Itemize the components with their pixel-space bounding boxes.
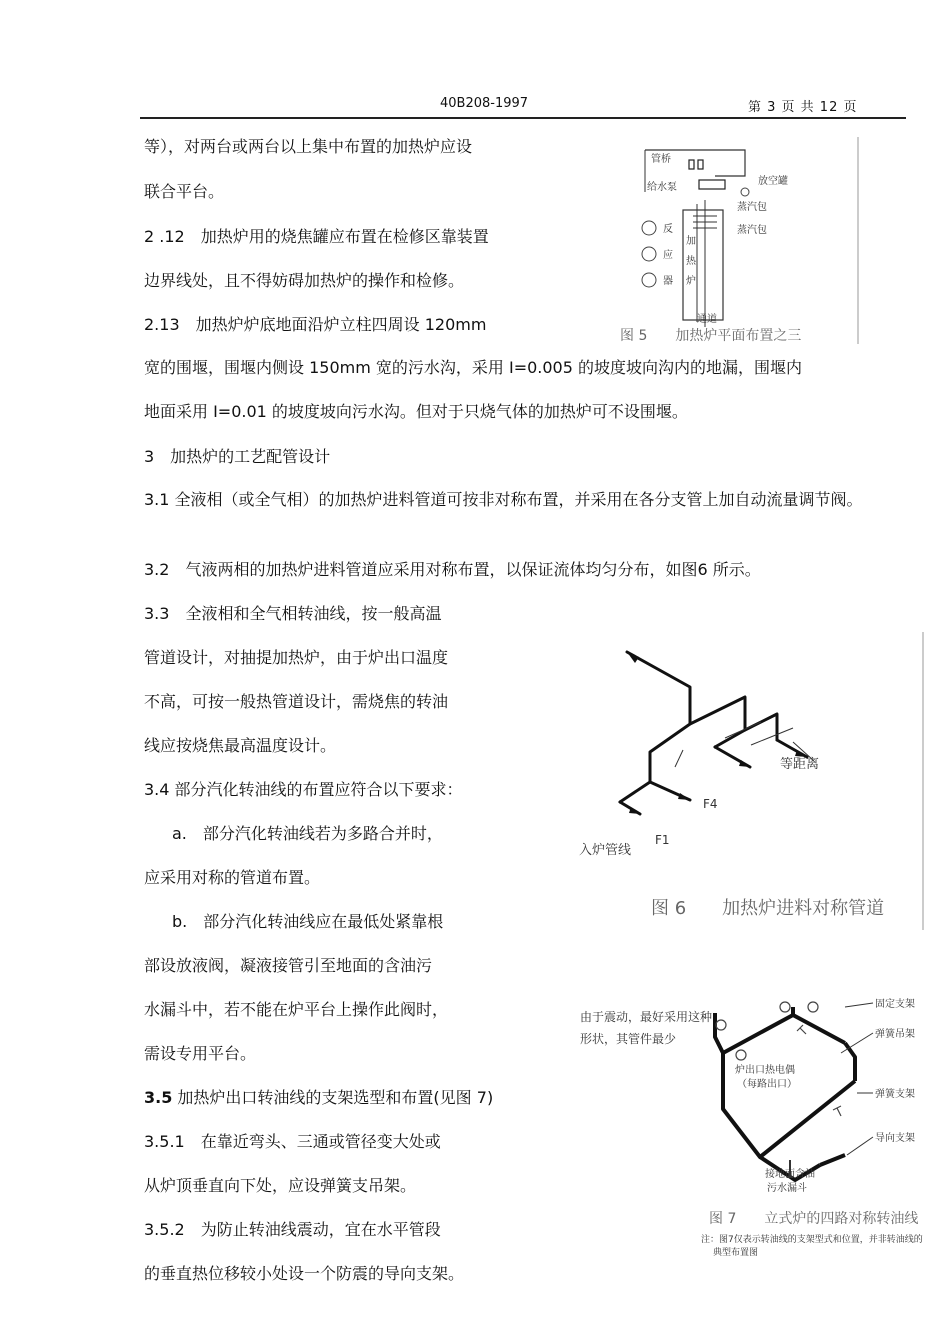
paragraph-line: 不高，可按一般热管道设计，需烧焦的转油	[144, 692, 449, 711]
fig7-label-jiedi-1: 接地面含油	[765, 1169, 815, 1180]
clause-3-5-2: 3.5.2 为防止转油线震动，宜在水平管段	[144, 1220, 441, 1239]
fig5-label-geishuibeng: 给水泵	[647, 182, 677, 193]
fig6-caption: 图 6 加热炉进料对称管道	[651, 898, 885, 919]
fig5-label-guanqiao: 管桥	[651, 154, 671, 165]
clause-3-5-text: 加热炉出口转油线的支架选型和布置(见图 7)	[172, 1088, 494, 1107]
clause-2-13: 2.13 加热炉炉底地面沿炉立柱四周设 120mm	[144, 315, 487, 334]
paragraph-line: 线应按烧焦最高温度设计。	[144, 736, 337, 755]
clause-3-1: 3.1 全液相（或全气相）的加热炉进料管道可按非对称布置，并采用在各分支管上加自动流量调节阀。	[144, 490, 863, 509]
paragraph-line: 部设放液阀，凝液接管引至地面的含油污	[144, 956, 433, 975]
figure-5	[615, 132, 865, 352]
fig5-label-jia: 加	[686, 236, 696, 247]
fig6-label-dengjuli: 等距离	[780, 757, 820, 772]
fig5-label-fangkongguan: 放空罐	[758, 176, 788, 187]
fig7-label-luchukou-1: 炉出口热电偶	[735, 1065, 795, 1076]
fig7-caption: 图 7 立式炉的四路对称转油线	[709, 1211, 919, 1227]
paragraph-line: 应采用对称的管道布置。	[144, 868, 321, 887]
fig7-label-jiedi-2: 污水漏斗	[767, 1183, 807, 1194]
fig5-label-re: 热	[686, 256, 696, 267]
clause-3-3: 3.3 全液相和全气相转油线，按一般高温	[144, 604, 442, 623]
fig5-label-lu: 炉	[686, 276, 696, 287]
paragraph-line: 水漏斗中，若不能在炉平台上操作此阀时，	[144, 1000, 449, 1019]
fig6-label-f1: F1	[655, 833, 670, 847]
fig7-note-1: 注：图7仅表示转油线的支架型式和位置，并非转油线的	[701, 1235, 923, 1245]
fig7-note-vibration-2: 形状，其管件最少	[580, 1032, 677, 1046]
clause-2-12: 2 .12 加热炉用的烧焦罐应布置在检修区靠装置	[144, 227, 489, 246]
fig5-label-fan: 反	[663, 224, 673, 235]
clause-3-4: 3.4 部分汽化转油线的布置应符合以下要求：	[144, 780, 463, 799]
clause-3-5-1: 3.5.1 在靠近弯头、三通或管径变大处或	[144, 1132, 441, 1151]
clause-3-5-number: 3.5	[144, 1088, 173, 1107]
paragraph-line: 需设专用平台。	[144, 1044, 257, 1063]
page-number: 第 3 页 共 12 页	[748, 100, 858, 115]
fig5-label-zhengqibao-2: 蒸汽包	[737, 225, 767, 236]
header-rule	[140, 117, 906, 119]
fig5-label-tongdao: 通道	[697, 314, 717, 325]
paragraph-line: 从炉顶垂直向下处，应设弹簧支吊架。	[144, 1176, 417, 1195]
paragraph-line: 宽的围堰，围堰内侧设 150mm 宽的污水沟，采用 I=0.005 的坡度坡向沟内的地漏，围堰内	[144, 358, 802, 377]
fig5-label-ying: 应	[663, 250, 673, 261]
clause-3-5	[144, 1087, 493, 1109]
document-code: 40B208-1997	[440, 96, 529, 111]
paragraph-line: 的垂直热位移较小处设一个防震的导向支架。	[144, 1264, 465, 1283]
fig7-label-tanhuangzhi: 弹簧支架	[875, 1089, 915, 1100]
item-a: a. 部分汽化转油线若为多路合并时，	[172, 824, 443, 843]
paragraph-line: 边界线处，且不得妨碍加热炉的操作和检修。	[144, 271, 465, 290]
fig7-label-daoxiang: 导向支架	[875, 1133, 915, 1144]
fig7-note-2: 典型布置图	[713, 1248, 759, 1258]
paragraph-line: 地面采用 I=0.01 的坡度坡向污水沟。但对于只烧气体的加热炉可不设围堰。	[144, 402, 688, 421]
fig5-caption: 图 5 加热炉平面布置之三	[620, 328, 802, 344]
section-3-heading: 3 加热炉的工艺配管设计	[144, 447, 331, 466]
fig6-label-f4: F4	[703, 797, 718, 811]
fig5-label-zhengqibao-1: 蒸汽包	[737, 202, 767, 213]
fig6-label-rulu: 入炉管线	[579, 843, 632, 858]
paragraph-line: 等），对两台或两台以上集中布置的加热炉应设	[144, 137, 473, 156]
item-b: b. 部分汽化转油线应在最低处紧靠根	[172, 912, 444, 931]
paragraph-line: 联合平台。	[144, 182, 225, 201]
figure-6	[575, 632, 930, 932]
fig7-note-vibration-1: 由于震动，最好采用这种	[580, 1010, 713, 1024]
fig7-label-tanhuangdiao: 弹簧吊架	[875, 1029, 915, 1040]
clause-3-2: 3.2 气液两相的加热炉进料管道应采用对称布置，以保证流体均匀分布，如图6 所示。	[144, 560, 761, 579]
figure-7	[575, 985, 923, 1275]
fig7-label-guding: 固定支架	[875, 999, 915, 1010]
fig5-label-qi: 器	[663, 276, 673, 287]
paragraph-line: 管道设计，对抽提加热炉，由于炉出口温度	[144, 648, 449, 667]
fig7-label-luchukou-2: （每路出口）	[737, 1079, 797, 1090]
